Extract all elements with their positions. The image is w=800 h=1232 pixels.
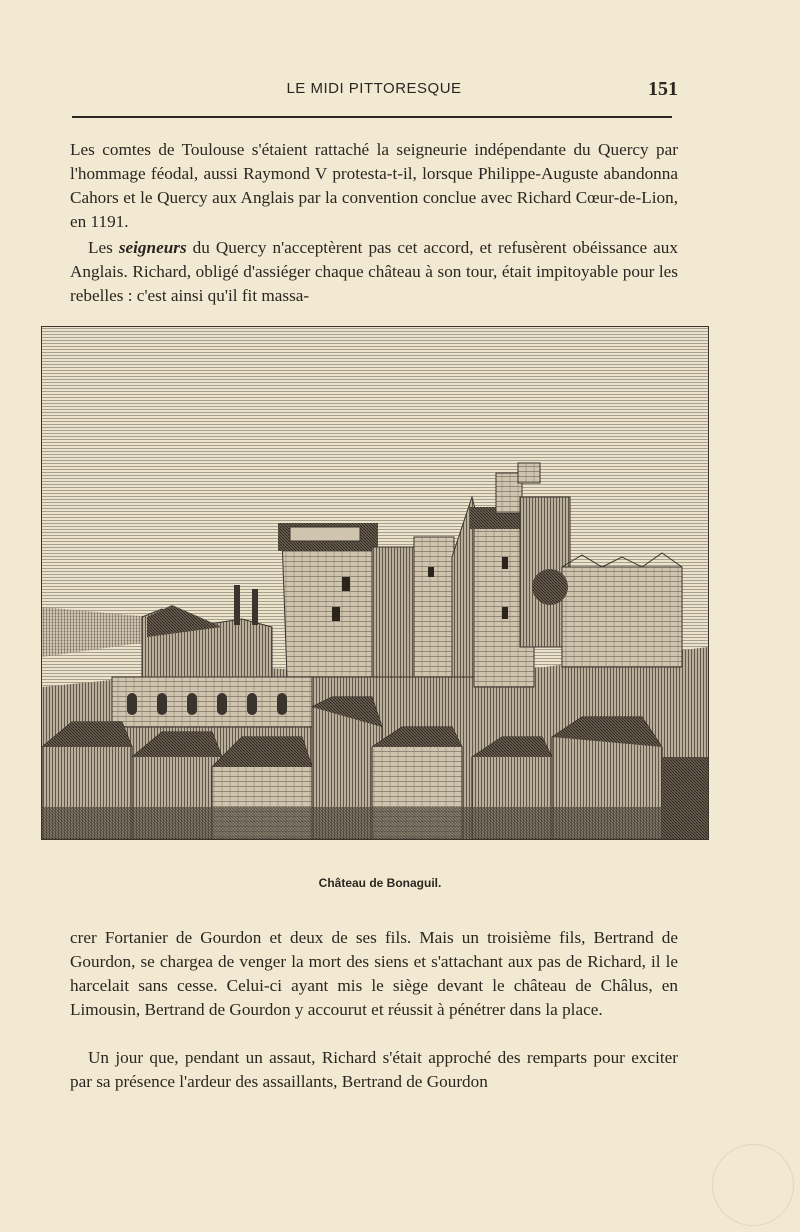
paragraph-2-prefix: Les: [88, 238, 119, 257]
engraving-illustration: [42, 327, 708, 839]
paragraph-1: Les comtes de Toulouse s'étaient rattaché la seigneurie indépendante du Quercy par l'hommage féodal, aussi Raymond V protesta-t-il, lorsque Philippe-Auguste abandonna Cahors et le Quercy aux Anglais par la convention conclue avec Richard Cœur-de-Lion, en 1191.: [70, 140, 678, 231]
header-rule: [72, 116, 672, 118]
paragraph-2: [70, 236, 678, 308]
page-number: 151: [648, 78, 678, 100]
paragraph-4: Un jour que, pendant un assaut, Richard s'était approché des remparts pour exciter par sa présence l'ardeur des assaillants, Bertrand de Gourdon: [70, 1048, 678, 1091]
library-stamp: [712, 1144, 794, 1226]
paragraph-2-suffix: du Quercy n'acceptèrent pas cet accord, et refusèrent obéissance aux Anglais. Richard, obligé d'assiéger chaque château à son tour, était impitoyable pour les rebelles : c'est ainsi qu'il fit massa-: [70, 238, 678, 305]
paragraph-3: crer Fortanier de Gourdon et deux de ses fils. Mais un troisième fils, Bertrand de Gourdon, se chargea de venger la mort des siens et s'attachant aux pas de Richard, il le harcelait sans cesse. Celui-ci ayant mis le siège devant le château de Châlus, en Limousin, Bertrand de Gourdon y accourut et réussit à pénétrer dans la place.: [70, 928, 678, 1019]
figure-caption: Château de Bonaguil.: [318, 876, 442, 890]
paragraph-2-emphasis: seigneurs: [118, 238, 187, 257]
arcade-wall: [112, 677, 312, 727]
engraving-chateau-de-bonaguil: [41, 326, 709, 840]
running-title: LE MIDI PITTORESQUE: [286, 80, 462, 97]
running-head: [70, 78, 678, 102]
